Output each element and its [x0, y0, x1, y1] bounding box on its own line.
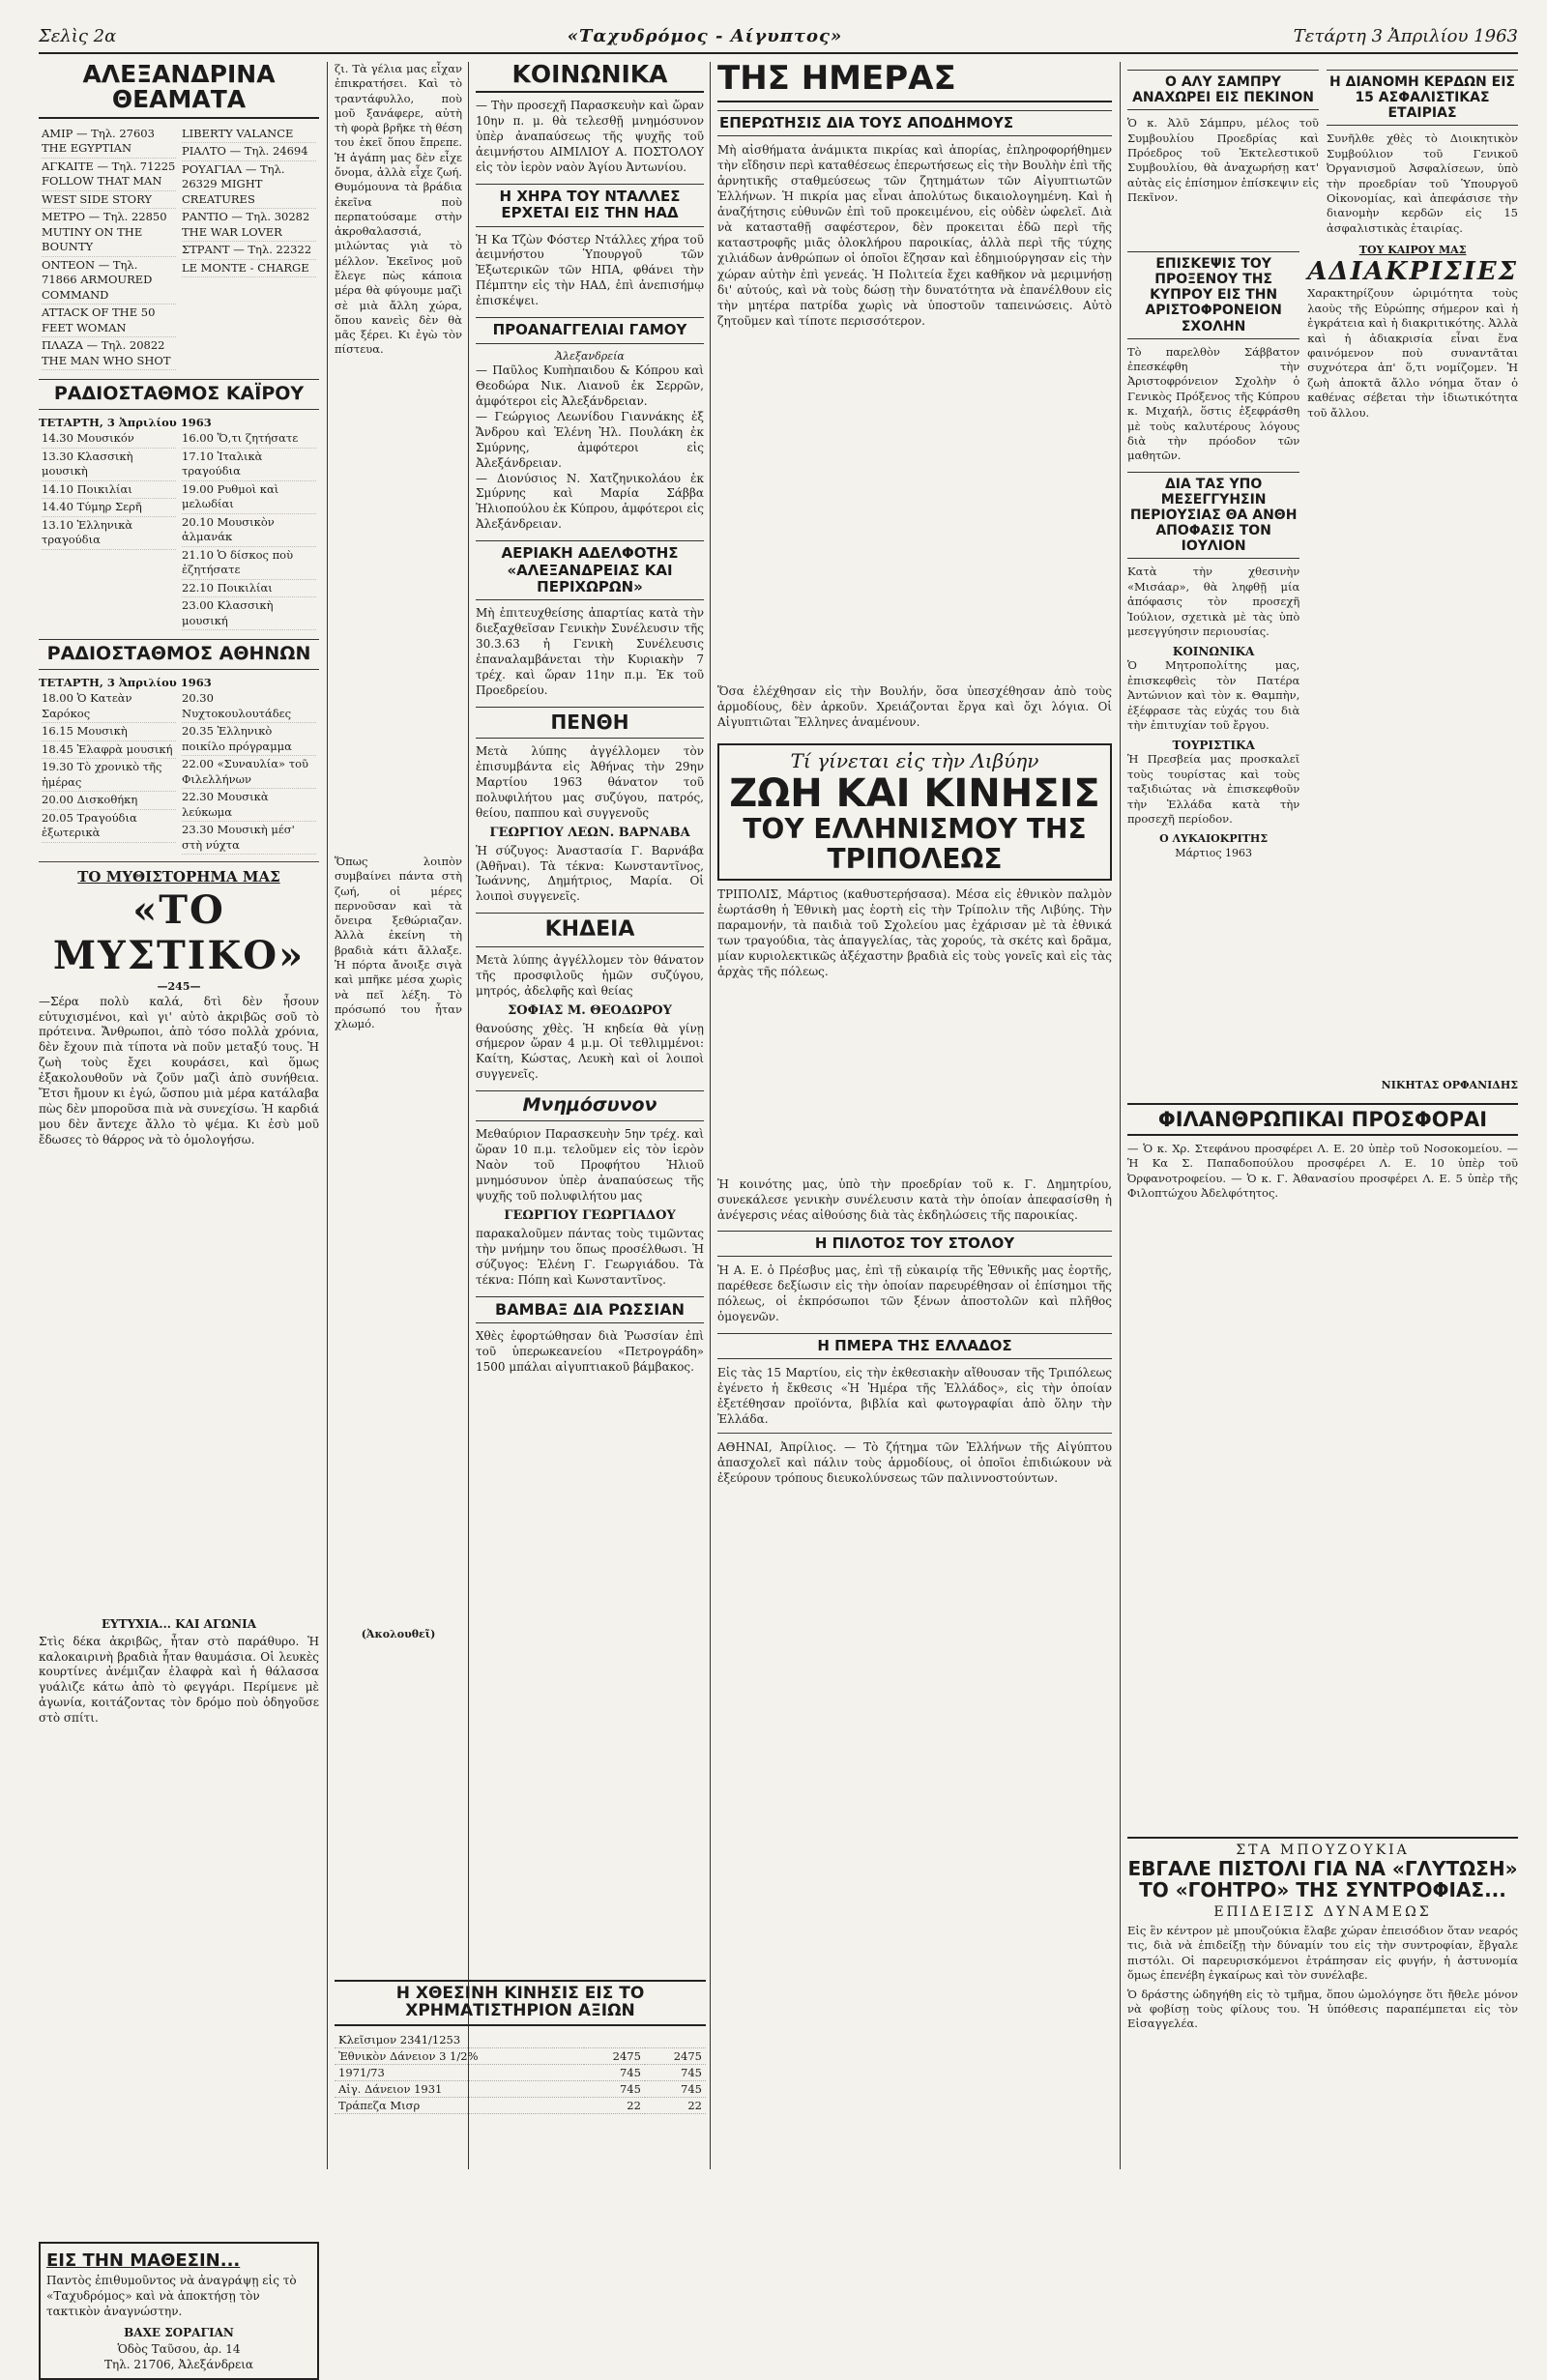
divider: [39, 861, 319, 862]
column-rule: [468, 62, 469, 2169]
serial-subheading: ΕΥΤΥΧΙΑ... ΚΑΙ ΑΓΩΝΙΑ: [101, 1616, 257, 1631]
signature: Ο ΛΥΚΑΙΟΚΡΙΤΗΣ: [1159, 832, 1269, 846]
radio-item: 18.00 Ὁ Κατεὰν Σαρόκος: [42, 690, 176, 723]
charity-text: — Ὁ κ. Χρ. Στεφάνου προσφέρει Λ. Ε. 20 ὑπὲρ τοῦ Νοσοκομείου. — Ἡ Κα Σ. Παπαδοπούλου προσφέρει Λ. Ε. 10 ὑπὲρ τοῦ Ὀρφανοτροφείου. — Ὁ κ. Γ. Ἀθανασίου προσφέρει Λ. Ε. 5 ὑπὲρ τῆς Φιλοπτώχου Ἀδελφότητος.: [1127, 1141, 1518, 1200]
table-row: Ἐθνικὸν Δάνειον 3 1/2% 2475 2475: [335, 2047, 706, 2064]
ad-address: Ὁδὸς Ταῦσου, ἀρ. 14: [117, 2341, 241, 2356]
cinema-item: ΑΓΚΑΙΤΕ — Τηλ. 71225 FOLLOW THAT MAN: [42, 159, 176, 191]
issue-date: Τετάρτη 3 Ἀπριλίου 1963: [1293, 25, 1518, 46]
news-item: [1127, 244, 1299, 1093]
mourning-text: Ἡ σύζυγος: Ἀναστασία Γ. Βαρνάβα (Ἀθῆναι). Τὰ τέκνα: Κωνσταντῖνος, Ἰωάννης, Δημήτριος, Μαρία. Οἱ λοιποὶ συγγενεῖς.: [476, 843, 704, 904]
serial-continued: ζι. Τὰ γέλια μας εἶχαν ἐπικρατήσει. Καὶ τὸ τραντάφυλλο, ποὺ μοῦ ξανάφερε, αὐτὴ τὴ φορὰ βρῆκε τὴ θέση του ἐκεῖ ὅπου ἔπρεπε. Ἡ ἀγάπη μας δὲν εἶχε ὄνομα, ἀλλὰ εἶχε ζωή. Θυμόμουνα τὰ βράδια ἐκεῖνα ποὺ περπατούσαμε στὴν ἀκροθαλασσιά, μιλώντας γιὰ τὸ μέλλον. Ἐκεῖνος μοῦ ἔλεγε πὼς κάποια μέρα θὰ φύγουμε μαζὶ σὲ μιὰ ἄλλη χώρα, ὅπου κανεὶς δὲν θὰ μᾶς ξέρει. Κι ἐγὼ τὸν πίστευα.: [335, 62, 462, 357]
radio-item: 20.35 Ἑλληνικὸ ποικίλο πρόγραμμα: [182, 723, 316, 756]
stock-table: [335, 2032, 706, 2114]
ad-text: Παντὸς ἐπιθυμοῦντος νὰ ἀναγράψῃ εἰς τὸ «Ταχυδρόμος» καὶ νὰ ἀποκτήσῃ τὸν τακτικὸν ἀναγνώστην.: [46, 2273, 297, 2319]
social-item: — Τὴν προσεχῆ Παρασκευὴν καὶ ὥραν 10ην π. μ. θὰ τελεσθῇ μνημόσυνον ὑπὲρ ἀναπαύσεως τῆς ψυχῆς τοῦ ἀειμνήστου ΑΙΜΙΛΙΟΥ Α. ΠΟΣΤΟΛΟΥ εἰς τὸν ἱερὸν ναὸν Ἁγίου Ἀντωνίου.: [476, 99, 704, 175]
divider: [717, 1433, 1112, 1434]
serial-end: (Ἀκολουθεῖ): [361, 1628, 436, 1640]
feature-text: Ἡ κοινότης μας, ὑπὸ τὴν προεδρίαν τοῦ κ. Γ. Δημητρίου, συνεκάλεσε γενικὴν συνέλευσιν κατὰ τὴν ὁποίαν ἀπεφασίσθη ἡ ἀνέγερσις νέας αἰθούσης διὰ τὰς ἐκδηλώσεις τῆς παροικίας.: [717, 1176, 1112, 1222]
second-news-row: [1127, 244, 1518, 1093]
cinema-item: ΑΜΙΡ — Τηλ. 27603 THE EGYPTIAN: [42, 126, 176, 159]
social-subheading: ΠΡΟΑΝΑΓΓΕΛΙΑΙ ΓΑΜΟΥ: [476, 317, 704, 343]
radio-item: 23.30 Μουσικὴ μέσ' στὴ νύχτα: [182, 822, 316, 855]
story-subtitle: ΕΠΙΔΕΙΞΙΣ ΔΥΝΑΜΕΩΣ: [1213, 1904, 1432, 1920]
cinema-item: ΡΑΝΤΙΟ — Τηλ. 30282 THE WAR LOVER: [182, 209, 316, 242]
news-text: Ἡ Πρεσβεία μας προσκαλεῖ τοὺς τουρίστας καὶ τοὺς ταξιδιώτας νὰ ἐπισκεφθοῦν τὴν Ἑλλάδα κατὰ τὴν προσεχῆ περίοδον.: [1127, 752, 1300, 826]
news-heading: ΔΙΑ ΤΑΣ ΥΠΟ ΜΕΣΕΓΓΥΗΣΙΝ ΠΕΡΙΟΥΣΙΑΣ ΘΑ ΑΝΘΗ ΑΠΟΦΑΣΙΣ ΤΟΝ ΙΟΥΛΙΟΝ: [1127, 472, 1299, 559]
news-text: Τὸ παρελθὸν Σάββατον ἐπεσκέφθη τὴν Ἀριστοφρόνειον Σχολὴν ὁ Γενικὸς Πρόξενος τῆς Κύπρου κ. Μιχαήλ, ὅστις ἐξεφράσθη μὲ τοὺς καλυτέρους λόγους διὰ τὴν πρόοδον τῶν μαθητῶν.: [1127, 344, 1300, 463]
radio-athens-schedule: [39, 689, 319, 856]
social-item: — Διονύσιος Ν. Χατζηνικολάου ἐκ Σμύρνης καὶ Μαρία Σάββα Ἠλιοπούλου ἐκ Κύπρου, ἀμφότεροι εἰς Ἀλεξάνδρειαν.: [476, 471, 704, 532]
column-rule: [1120, 62, 1121, 2169]
table-row: Τράπεζα Μισρ 22 22: [335, 2097, 706, 2113]
news-item: [1127, 62, 1319, 236]
story-title: ΕΒΓΑΛΕ ΠΙΣΤΟΛΙ ΓΙΑ ΝΑ «ΓΛΥΤΩΣΗ» ΤΟ «ΓΟΗΤΡΟ» ΤΗΣ ΣΥΝΤΡΟΦΙΑΣ...: [1127, 1857, 1518, 1901]
column-rule: [327, 62, 328, 2169]
article-subheading: Η ΠΜΕΡΑ ΤΗΣ ΕΛΛΑΔΟΣ: [717, 1333, 1112, 1359]
social-item: — Παῦλος Κυπὴπαιδου & Κόπρου καὶ Θεοδώρα Νικ. Λιανοῦ ἐκ Σερρῶν, ἀμφότεροι εἰς Ἀλεξάνδρειαν.: [476, 363, 704, 408]
news-subheading: ΚΟΙΝΩΝΙΚΑ: [1172, 645, 1255, 659]
column-text: Χαρακτηρίζουν ὡριμότητα τοὺς λαοὺς τῆς Εὐρώπης σήμερον καὶ ἡ ἐγκράτεια καὶ ἡ διακριτικότης. Ἀλλὰ καὶ ἡ ἀδιακρισία εἶναι ἕνα φαινόμενον ποὺ συναντᾶται συχνότερα ἀπ' ὅ,τι νομίζομεν. Ἡ ζωὴ ἀποκτᾶ ἄλλο νόημα ὅταν ὁ καθένας σέβεται τὴν ἰδιωτικότητα τοῦ ἄλλου.: [1307, 286, 1518, 420]
feature-subtitle: ΤΟΥ ΕΛΛΗΝΙΣΜΟΥ ΤΗΣ ΤΡΙΠΟΛΕΩΣ: [743, 813, 1087, 875]
news-text: Συνῆλθε χθὲς τὸ Διοικητικὸν Συμβούλιον τοῦ Γενικοῦ Ὀργανισμοῦ Ἀσφαλίσεων, ὑπὸ τὴν προεδρίαν τοῦ Ὑπουργοῦ Οἰκονομίας, καὶ ἀπεφάσισε τὴν διανομὴν κερδῶν εἰς 15 ἀσφαλιστικὰς ἑταιρίας.: [1327, 131, 1518, 235]
news-item: [1327, 62, 1518, 236]
column-label: ΤΟΥ ΚΑΙΡΟΥ ΜΑΣ: [1358, 244, 1467, 257]
deceased-name: ΣΟΦΙΑΣ Μ. ΘΕΟΔΩΡΟΥ: [508, 1002, 672, 1018]
article-text: ΑΘΗΝΑΙ, Ἀπρίλιος. — Τὸ ζήτημα τῶν Ἑλλήνων τῆς Αἰγύπτου ἀπασχολεῖ καὶ πάλιν τοὺς ἁρμοδίους, οἱ ὁποῖοι ἐπιδιώκουν νὰ ἐξεύρουν τρόπους διευκολύνσεως τῶν παλιννοστούντων.: [717, 1440, 1112, 1486]
article-text: Ἡ Α. Ε. ὁ Πρέσβυς μας, ἐπὶ τῇ εὐκαιρίᾳ τῆς Ἐθνικῆς μας ἑορτῆς, παρέθεσε δεξίωσιν εἰς τὴν ὁποίαν παρευρέθησαν οἱ ἐπίσημοι τῆς πόλεως, οἱ ἐκπρόσωποι τῶν ξένων ἀποστολῶν καὶ πλῆθος ὁμογενῶν.: [717, 1263, 1112, 1324]
memorial-text: παρακαλοῦμεν πάντας τοὺς τιμῶντας τὴν μνήμην του ὅπως προσέλθωσι. Ἡ σύζυγος: Ἑλένη Γ. Γεωργιάδου. Τὰ τέκνα: Πόπη καὶ Κωνσταντῖνος.: [476, 1226, 704, 1287]
section-heading: ΤΗΣ ΗΜΕΡΑΣ: [717, 62, 1112, 102]
newspaper-page: [39, 19, 1518, 2371]
column-4: [717, 59, 1112, 2169]
table-row: 1971/73 745 745: [335, 2064, 706, 2080]
radio-item: 19.30 Τὸ χρονικὸ τῆς ἡμέρας: [42, 759, 176, 792]
radio-athens-heading: ΡΑΔΙΟΣΤΑΘΜΟΣ ΑΘΗΝΩΝ: [39, 639, 319, 670]
serial-continued-2: Ὅπως λοιπὸν συμβαίνει πάντα στὴ ζωή, οἱ μέρες περνοῦσαν καὶ τὰ ὄνειρα ξεθώριαζαν. Ἀλλὰ ἐκείνη τὴ βραδιὰ κάτι ἄλλαξε. Ἡ πόρτα ἄνοιξε σιγὰ καὶ μπῆκε μέσα χωρὶς νὰ πεῖ λέξη. Τὸ πρόσωπό του ἦταν χλωμό.: [335, 855, 462, 1031]
feature-text: ΤΡΙΠΟΛΙΣ, Μάρτιος (καθυστερήσασα). Μέσα εἰς ἐθνικὸν παλμὸν ἑωρτάσθη ἡ Ἐθνικὴ μας ἑορτὴ εἰς τὴν Τρίπολιν τῆς Λιβύης. Τὴν παραμονήν, τὰ παιδιὰ τοῦ Σχολείου μας ἐχάρισαν μὲ τὰ ἐθνικά των τραγούδια, τὰς ἀπαγγελίας, τὰς χορούς, τὰ σκέτς καὶ δρᾶμα, μίαν κυριολεκτικῶς ἀξέχαστην βραδιὰ εἰς τοὺς γονεῖς καὶ εἰς τὰς ἀρχὰς τῆς πόλεως.: [717, 886, 1112, 979]
top-news-row: [1127, 62, 1518, 236]
table-row: Κλεῖσιμον 2341/1253: [335, 2032, 706, 2048]
advertisement: [39, 2242, 319, 2380]
radio-item: 14.40 Τύμηρ Σερῆ: [42, 499, 176, 517]
memorial-text: Μεθαύριον Παρασκευὴν 5ην τρέχ. καὶ ὥραν 10 π.μ. τελοῦμεν εἰς τὸν ἱερὸν Ναὸν τοῦ Προφήτου Ἠλιοῦ μνημόσυνον ὑπὲρ ἀναπαύσεως τῆς ψυχῆς τοῦ πολυφιλήτου μας: [476, 1127, 704, 1203]
serial-title: «ΤΟ ΜΥΣΤΙΚΟ»: [52, 887, 306, 979]
serial-text: —Σέρα πολὺ καλά, δτὶ δὲν ἦσουν εὐτυχισμένοι, καὶ γι' αὐτὸ ἀκριβῶς σοῦ τὸ πρότεινα. Ἄνθρωποι, ἀπὸ τόσο πολλὰ χρόνια, δὲν ἔχουν πιὰ τίποτα νὰ ποῦν μεταξύ τους. Ἡ ζωὴ τοὺς ἔχει κουράσει, καὶ ὅμως ἐξακολουθοῦν νὰ ζοῦν μαζὶ ἀπὸ συνήθεια. Ἔτσι ἤμουν κι ἐγώ, ὥσπου μιὰ μέρα κατάλαβα πὼς δὲν μποροῦσα πιὰ νὰ συνεχίσω. Ἡ καρδιά μου δὲν ἄντεχε ἄλλο τὸ ψέμα. Κι ἐσὺ μοῦ ἔδωσες τὸ θάρρος νὰ τὸ ὁμολογήσω.: [39, 994, 319, 1147]
stock-heading: Η ΧΘΕΣΙΝΗ ΚΙΝΗΣΙΣ ΕΙΣ ΤΟ ΧΡΗΜΑΤΙΣΤΗΡΙΟΝ ΑΞΙΩΝ: [335, 1980, 706, 2026]
cinema-item: ΡΙΑΛΤΟ — Τηλ. 24694: [182, 143, 316, 161]
radio-item: 21.10 Ὁ δίσκος ποὺ ἐζητήσατε: [182, 547, 316, 580]
section-heading: ΑΛΕΞΑΝΔΡΙΝΑ ΘΕΑΜΑΤΑ: [39, 62, 319, 119]
deceased-name: ΓΕΩΡΓΙΟΥ ΛΕΩΝ. ΒΑΡΝΑΒΑ: [489, 825, 690, 840]
radio-item: 20.05 Τραγούδια ἐξωτερικὰ: [42, 810, 176, 843]
radio-item: 18.45 Ἐλαφρὰ μουσική: [42, 741, 176, 760]
feature-title: ΖΩΗ ΚΑΙ ΚΙΝΗΣΙΣ: [729, 771, 1100, 817]
radio-item: 17.10 Ἰταλικὰ τραγούδια: [182, 449, 316, 481]
radio-item: 20.10 Μουσικὸν ἀλμανάκ: [182, 514, 316, 547]
cinema-item: ΡΟΥΑΓΙΑΛ — Τηλ. 26329 MIGHT CREATURES: [182, 161, 316, 210]
social-subheading: Η ΧΗΡΑ ΤΟΥ ΝΤΑΛΛΕΣ ΕΡΧΕΤΑΙ ΕΙΣ ΤΗΝ ΗΑΔ: [476, 184, 704, 227]
radio-cairo-heading: ΡΑΔΙΟΣΤΑΘΜΟΣ ΚΑΪΡΟΥ: [39, 379, 319, 410]
article-subheading: Η ΠΙΛΟΤΟΣ ΤΟΥ ΣΤΟΛΟΥ: [717, 1231, 1112, 1257]
cinema-listings: [39, 125, 319, 372]
radio-item: 13.10 Ἑλληνικὰ τραγούδια: [42, 517, 176, 550]
mourning-text: Μετὰ λύπης ἀγγέλλομεν τὸν ἐπισυμβάντα εἰς Ἀθήνας τὴν 29ην Μαρτίου 1963 θάνατον τοῦ πολυφιλήτου μας συζύγου, πατρός, θείου, παππου καὶ συγγενοῦς: [476, 743, 704, 820]
social-item: — Γεώργιος Λεωνίδου Γιαννάκης ἐξ Ἄνδρου καὶ Ἑλένη Ἠλ. Πουλάκη ἐκ Σμύρνης, ἀμφότεροι εἰς Ἀλεξάνδρειαν.: [476, 409, 704, 470]
radio-item: 19.00 Ρυθμοὶ καὶ μελωδίαι: [182, 481, 316, 514]
ad-name: ΒΑΧΕ ΣΟΡΑΓΙΑΝ: [124, 2326, 234, 2340]
cinema-item: LE MONTE - CHARGE: [182, 260, 316, 278]
news-text: Κατὰ τὴν χθεσινὴν «Μισάαρ», θὰ ληφθῇ μία ἀπόφασις τὸν προσεχῆ Ἰούλιον, σχετικὰ μὲ τὰς ὑπὸ μεσεγγύησιν περιουσίας.: [1127, 565, 1300, 638]
column-1: [39, 60, 319, 2371]
cotton-heading: ΒΑΜΒΑΞ ΔΙΑ ΡΩΣΣΙΑΝ: [476, 1296, 704, 1323]
table-row: Αἰγ. Δάνειον 1931 745 745: [335, 2080, 706, 2097]
cinema-item: WEST SIDE STORY: [42, 191, 176, 210]
news-heading: ΕΠΙΣΚΕΨΙΣ ΤΟΥ ΠΡΟΞΕΝΟΥ ΤΗΣ ΚΥΠΡΟΥ ΕΙΣ ΤΗΝ ΑΡΙΣΤΟΦΡΟΝΕΙΟΝ ΣΧΟΛΗΝ: [1127, 251, 1299, 338]
section-heading: ΚΟΙΝΩΝΙΚΑ: [476, 62, 704, 93]
story-text: Εἰς ἓν κέντρον μὲ μπουζούκια ἔλαβε χώραν ἐπεισόδιον ὅταν νεαρός τις, διὰ νὰ ἐπιδείξῃ τὴν δύναμίν του εἰς τὴν συντροφίαν, ἔβγαλε πιστόλι. Οἱ παρευρισκόμενοι ἐτράπησαν εἰς φυγήν, ἡ ἀστυνομία ὅμως ἐπενέβη ἐγκαίρως καὶ τὸν συνέλαβε.: [1127, 1924, 1518, 1983]
radio-item: 22.00 «Συναυλία» τοῦ Φιλελλήνων: [182, 756, 316, 789]
libya-feature: [717, 743, 1112, 881]
serial-label: ΤΟ ΜΥΘΙΣΤΟΡΗΜΑ ΜΑΣ: [77, 868, 280, 886]
column-article: [1307, 244, 1518, 1093]
radio-date: ΤΕΤΑΡΤΗ, 3 Ἀπριλίου 1963: [39, 416, 212, 430]
page-number: Σελὶς 2α: [39, 25, 117, 46]
news-subheading: ΤΟΥΡΙΣΤΙΚΑ: [1172, 739, 1255, 753]
deceased-name: ΓΕΩΡΓΙΟΥ ΓΕΩΡΓΙΑΔΟΥ: [504, 1207, 676, 1223]
column-title: ΑΔΙΑΚΡΙΣΙΕΣ: [1307, 257, 1518, 287]
radio-item: 14.10 Ποικιλίαι: [42, 481, 176, 500]
social-item: Μὴ ἐπιτευχθείσης ἀπαρτίας κατὰ τὴν διεξαχθεῖσαν Γενικὴν Συνέλευσιν τῆς 30.3.63 ἡ Γενικὴ Συνέλευσις ἐπαναλαμβάνεται τὴν Κυριακὴν 7 τρέχ. καὶ ὥραν 11ην π.μ. Ἐκ τοῦ Προεδρείου.: [476, 606, 704, 697]
story-kicker: ΣΤΑ ΜΠΟΥΖΟΥΚΙΑ: [1127, 1837, 1518, 1858]
radio-date: ΤΕΤΑΡΤΗ, 3 Ἀπριλίου 1963: [39, 676, 212, 690]
radio-item: 20.30 Νυχτοκουλουτάδες: [182, 690, 316, 723]
radio-cairo-schedule: [39, 429, 319, 631]
author: ΝΙΚΗΤΑΣ ΟΡΦΑΝΙΔΗΣ: [1381, 1079, 1518, 1092]
story-text: Ὁ δράστης ὡδηγήθη εἰς τὸ τμῆμα, ὅπου ὡμολόγησε ὅτι ἤθελε μόνον νὰ φοβίσῃ τοὺς φίλους του. Ἡ ὑπόθεσις παραπέμπεται εἰς τὸν Εἰσαγγελέα.: [1127, 1987, 1518, 2031]
news-text: Ὁ Μητροπολίτης μας, ἐπισκεφθεὶς τὸν Πατέρα Ἀντώνιον καὶ τὸν κ. Θαμπὴν, ἐξέφρασε τὰς εὐχάς του διὰ τὴν ἐπιτυχίαν τοῦ ἔργου.: [1127, 658, 1300, 732]
masthead: [39, 19, 1518, 54]
mourning-heading: ΠΕΝΘΗ: [476, 707, 704, 739]
charity-heading: ΦΙΛΑΝΘΡΩΠΙΚΑΙ ΠΡΟΣΦΟΡΑΙ: [1127, 1103, 1518, 1136]
article-text: Ὅσα ἐλέχθησαν εἰς τὴν Βουλήν, ὅσα ὑπεσχέθησαν ἀπὸ τοὺς ἁρμοδίους, δὲν ἀρκοῦν. Χρειάζονται ἔργα καὶ ὄχι λόγια. Οἱ Αἰγυπτιῶται Ἕλληνες ἀναμένουν.: [717, 683, 1112, 730]
funeral-heading: ΚΗΔΕΙΑ: [476, 913, 704, 946]
article-subheading: ΕΠΕΡΩΤΗΣΙΣ ΔΙΑ ΤΟΥΣ ΑΠΟΔΗΜΟΥΣ: [717, 110, 1112, 136]
cinema-item: ΜΕΤΡΟ — Τηλ. 22850 MUTINY ON THE BOUNTY: [42, 209, 176, 257]
feature-kicker: Τί γίνεται εἰς τὴν Λιβύην: [790, 749, 1039, 773]
radio-item: 20.00 Δισκοθήκη: [42, 792, 176, 810]
social-location: Ἀλεξανδρεία: [555, 349, 625, 363]
news-text: Ὁ κ. Ἀλῦ Σάμπρυ, μέλος τοῦ Συμβουλίου Προεδρίας καὶ Πρόεδρος τοῦ Ἐκτελεστικοῦ Συμβουλίου, θὰ ἀναχωρήσῃ κατ' αὐτὰς εἰς ἐπίσημον ἐπίσκεψιν εἰς Πεκῖνον.: [1127, 116, 1319, 205]
funeral-text: Μετὰ λύπης ἀγγέλλομεν τὸν θάνατον τῆς προσφιλοῦς ἡμῶν συζύγου, μητρός, ἀδελφῆς καὶ θείας: [476, 952, 704, 998]
memorial-heading: Μνημόσυνον: [476, 1090, 704, 1121]
cinema-item: LIBERTY VALANCE: [182, 126, 316, 144]
radio-item: 22.10 Ποικιλίαι: [182, 580, 316, 598]
cinema-item: ΠΛΑΖΑ — Τηλ. 20822 THE MAN WHO SHOT: [42, 337, 176, 370]
radio-item: 16.15 Μουσικὴ: [42, 723, 176, 741]
cinema-item: ΣΤΡΑΝΤ — Τηλ. 22322: [182, 242, 316, 260]
radio-item: 16.00 Ὅ,τι ζητήσατε: [182, 430, 316, 449]
bouzouki-story: [1127, 1837, 1518, 2165]
column-3: [476, 62, 704, 1972]
funeral-text: θανούσης χθὲς. Ἡ κηδεία θὰ γίνῃ σήμερον ὥραν 4 μ.μ. Οἱ τεθλιμμένοι: Καίτη, Κώστας, Λευκὴ καὶ οἱ λοιποὶ συγγενεῖς.: [476, 1021, 704, 1082]
serial-text-2: Στὶς δέκα ἀκριβῶς, ἦταν στὸ παράθυρο. Ἡ καλοκαιρινὴ βραδιὰ ἦταν θαυμάσια. Οἱ λευκὲς κουρτίνες ἀνέμιζαν ἐλαφρὰ καὶ ἡ θάλασσα γυάλιζε κάτω ἀπὸ τὸ φεγγάρι. Περίμενε μὲ ἀγωνία, κοιτάζοντας τὸν δρόμο ποὺ ὁδηγοῦσε στὸ σπίτι.: [39, 1634, 319, 1726]
radio-item: 13.30 Κλασσικὴ μουσικὴ: [42, 449, 176, 481]
paper-name: «Ταχυδρόμος - Αίγυπτος»: [567, 25, 843, 46]
serial-number: —245—: [157, 980, 201, 994]
column-2: [335, 62, 462, 2169]
news-heading: Η ΔΙΑΝΟΜΗ ΚΕΡΔΩΝ ΕΙΣ 15 ΑΣΦΑΛΙΣΤΙΚΑΣ ΕΤΑΙΡΙΑΣ: [1327, 70, 1518, 126]
cotton-text: Χθὲς ἐφορτώθησαν διὰ Ῥωσσίαν ἐπὶ τοῦ ὑπερωκεανείου «Πετρογράδη» 1500 μπάλαι αἰγυπτιακοῦ βάμβακος.: [476, 1329, 704, 1375]
stock-section: [335, 1980, 706, 2163]
signature-date: Μάρτιος 1963: [1175, 846, 1253, 859]
article-text: Εἰς τὰς 15 Μαρτίου, εἰς τὴν ἐκθεσιακὴν αἴθουσαν τῆς Τριπόλεως ἐγένετο ἡ ἔκθεσις «Ἡ Ἡμέρα τῆς Ἑλλάδος», εἰς τὴν ὁποίαν ἐξετέθησαν προϊόντα, βιβλία καὶ φωτογραφίαι ἀπὸ ὅλην τὴν Ἑλλάδα.: [717, 1365, 1112, 1427]
ad-title: ΕΙΣ ΤΗΝ ΜΑΘΕΣΙΝ...: [46, 2249, 241, 2271]
social-item: Ἡ Κα Τζὼν Φόστερ Ντάλλες χήρα τοῦ ἀειμνήστου Ὑπουργοῦ τῶν Ἐξωτερικῶν τῶν ΗΠΑ, φθάνει τὴν Πέμπτην εἰς τὴν ΗΑΔ, ἐπὶ ἀνεπισήμῳ ἐπισκέψει.: [476, 232, 704, 308]
column-rule: [710, 62, 711, 2169]
cinema-item: ΟΝΤΕΟΝ — Τηλ. 71866 ARMOURED COMMAND: [42, 257, 176, 305]
cinema-item: ATTACK OF THE 50 FEET WOMAN: [42, 305, 176, 337]
social-subheading: ΑΕΡΙΑΚΗ ΑΔΕΛΦΟΤΗΣ «ΑΛΕΞΑΝΔΡΕΙΑΣ ΚΑΙ ΠΕΡΙΧΩΡΩΝ»: [476, 540, 704, 600]
ad-phone: Τηλ. 21706, Ἀλεξάνδρεια: [103, 2357, 254, 2371]
radio-item: 23.00 Κλασσικὴ μουσική: [182, 597, 316, 630]
article-text: Μὴ αἰσθήματα ἀνάμικτα πικρίας καὶ ἀπορίας, ἐπληροφορήθημεν τὴν εἴδησιν περὶ καταθέσεως ἐπερωτήσεως εἰς τὴν Βουλὴν ἐπὶ τῆς ἀρνητικῆς σταθμεύσεως τῶν ζητημάτων τῶν Αἰγυπτιωτῶν Ἑλλήνων. Ἡ πικρία μας εἶναι ἀπολύτως δικαιολογημένη. Καὶ ἡ ἀναζήτησις εὐθυνῶν ἐπὶ τοῦ προκειμένου, εἰς οὐδὲν ὠφελεῖ. Διὰ νὰ κατασταθῇ σαφέστερον, δὲν προκειται ἐδῶ περὶ τῆς καταστροφῆς μιᾶς ὁλοκλήρου παροικίας, ἀλλὰ περὶ τῆς τύχης χιλιάδων ἀνθρώπων οἱ ὁποῖοι ἔζησαν καὶ ἐδημιούργησαν εἰς τὴν χώραν αὐτὴν ἐπὶ γενεάς. Ἡ Πολιτεία ἔχει καθῆκον νὰ μεριμνήσῃ δι' αὐτούς, καὶ νὰ τοὺς δώσῃ τὴν δυνατότητα νὰ ἐπανέλθουν εἰς τὴν μητέρα πατρίδα χωρὶς νὰ ὑποστοῦν ταπεινώσεις. Αὐτὸ ζητοῦμεν καὶ τίποτε περισσότερον.: [717, 142, 1112, 328]
news-heading: Ο ΑΛΥ ΣΑΜΠΡΥ ΑΝΑΧΩΡΕΙ ΕΙΣ ΠΕΚΙΝΟΝ: [1127, 70, 1319, 110]
radio-item: 14.30 Μουσικόν: [42, 430, 176, 449]
radio-item: 22.30 Μουσικὰ λεύκωμα: [182, 789, 316, 822]
